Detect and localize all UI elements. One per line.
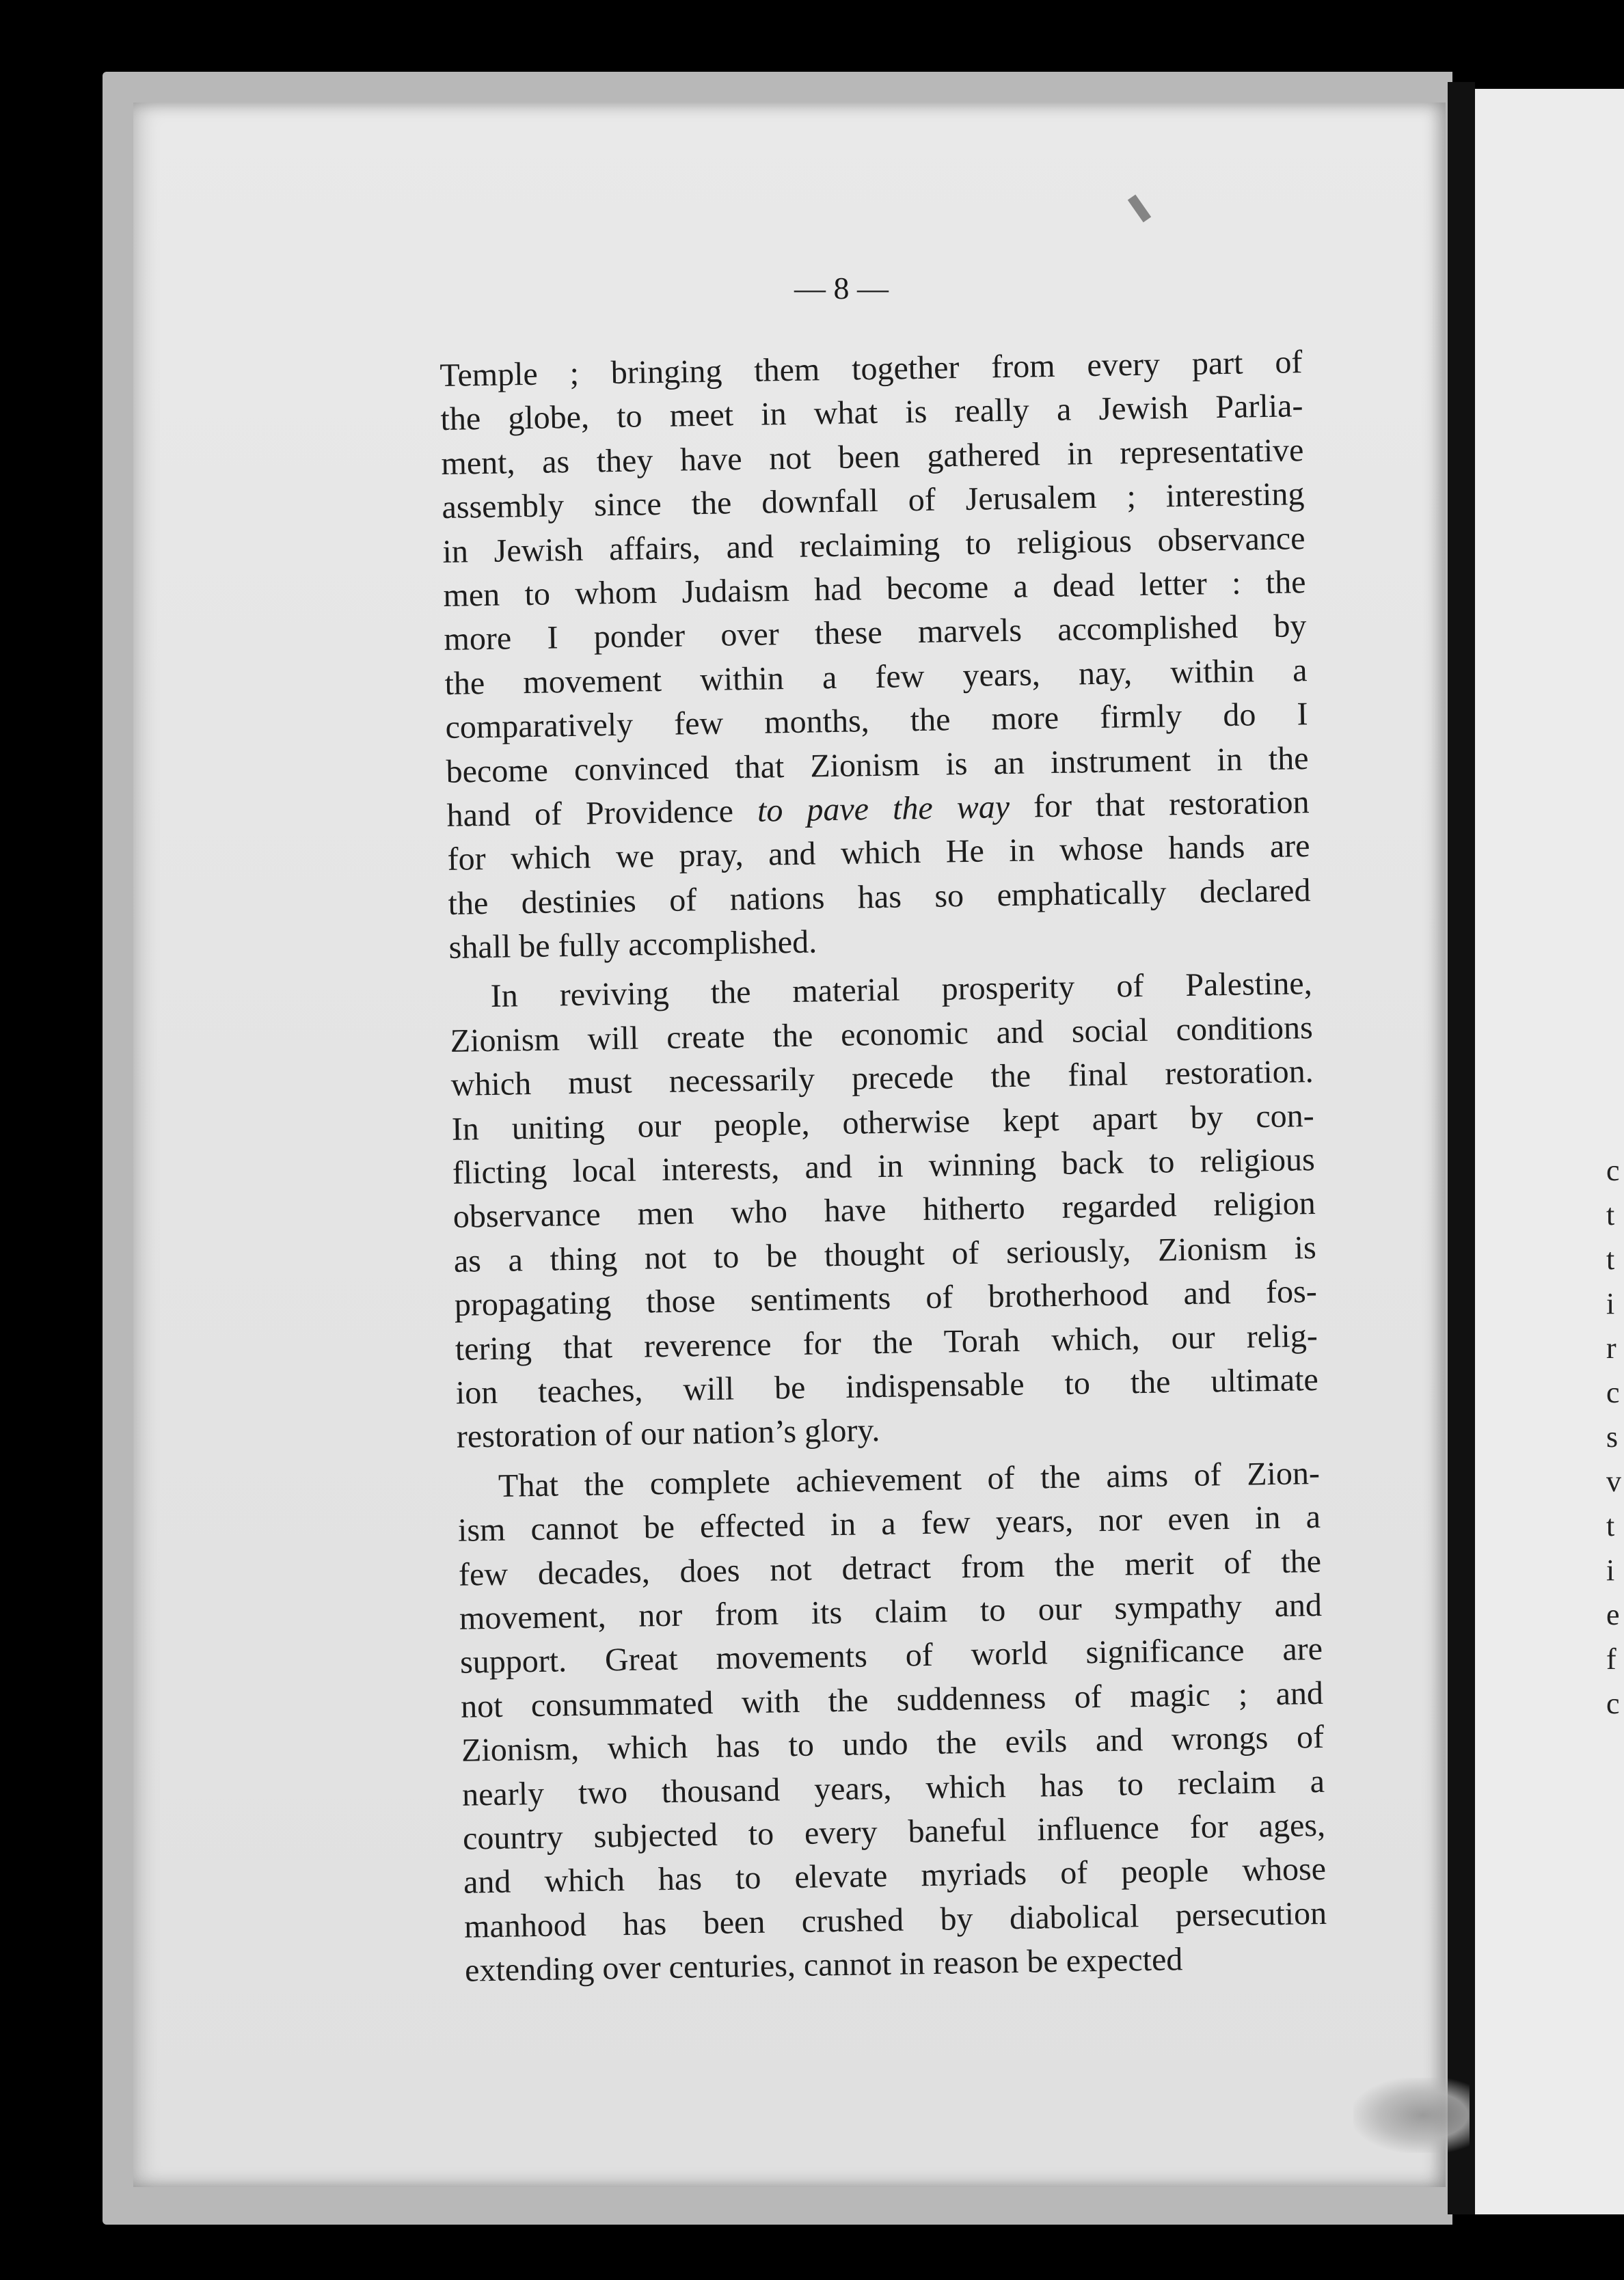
text-line: Zionism will create the economic and social conditions bbox=[450, 1009, 1314, 1059]
text-line: In reviving the material prosperity of Palestine, bbox=[490, 965, 1313, 1015]
adjacent-page-letter: t bbox=[1606, 1243, 1615, 1276]
page-number: — 8 — bbox=[794, 271, 889, 306]
text-line: nearly two thousand years, which has to reclaim a bbox=[461, 1763, 1325, 1813]
text-line: become convinced that Zionism is an instrument in the bbox=[446, 739, 1309, 790]
text-line: and which has to elevate myriads of people whose bbox=[463, 1851, 1327, 1901]
text-line: in Jewish affairs, and reclaiming to religious observance bbox=[442, 519, 1305, 570]
adjacent-page-letter: i bbox=[1606, 1553, 1615, 1587]
adjacent-page-letter: e bbox=[1606, 1598, 1620, 1631]
adjacent-page-letter: v bbox=[1606, 1465, 1621, 1498]
text-line: shall be fully accomplished. bbox=[448, 923, 817, 966]
adjacent-page-letter: c bbox=[1606, 1376, 1620, 1409]
adjacent-page-letters bbox=[1606, 1148, 1624, 1726]
italic-phrase: to pave the way bbox=[757, 788, 1010, 829]
adjacent-page-letter: f bbox=[1606, 1642, 1616, 1676]
paragraph bbox=[449, 962, 1319, 1460]
text-line: Temple ; bringing them together from every part of bbox=[439, 344, 1303, 394]
text-line: assembly since the downfall of Jerusalem ; interesting bbox=[442, 476, 1305, 526]
text-line: few decades, does not detract from the merit of the bbox=[458, 1543, 1322, 1593]
text-line: more I ponder over these marvels accomplished by bbox=[444, 608, 1307, 658]
text-line: restoration of our nation’s glory. bbox=[456, 1412, 880, 1456]
adjacent-page-letter: t bbox=[1606, 1198, 1615, 1232]
text-line: observance men who have hitherto regarded religion bbox=[452, 1185, 1316, 1236]
text-line: the destinies of nations has so emphatically declared bbox=[448, 871, 1311, 922]
text-line: That the complete achievement of the aims of Zion- bbox=[498, 1454, 1321, 1504]
text-line: hand of Providence to pave the way for that restoration bbox=[446, 784, 1310, 834]
adjacent-page-edge bbox=[1475, 89, 1624, 2214]
text-line: manhood has been crushed by diabolical persecution bbox=[463, 1895, 1327, 1945]
text-line: movement, nor from its claim to our sympathy and bbox=[459, 1586, 1323, 1637]
book-gutter bbox=[1448, 82, 1475, 2214]
text-line: which must necessarily precede the final restoration. bbox=[450, 1053, 1314, 1104]
text-line: flicting local interests, and in winning back to religious bbox=[452, 1141, 1316, 1191]
adjacent-page-letter: c bbox=[1606, 1687, 1620, 1720]
text-line: Zionism, which has to undo the evils and wrongs of bbox=[461, 1719, 1325, 1769]
text-line: propagating those sentiments of brotherhood and fos- bbox=[454, 1273, 1318, 1324]
paragraph bbox=[457, 1452, 1328, 1993]
adjacent-page-letter: i bbox=[1606, 1287, 1615, 1320]
text-line: ion teaches, will be indispensable to the ultimate bbox=[455, 1361, 1319, 1411]
text-line: the globe, to meet in what is really a Jewish Parlia- bbox=[440, 388, 1303, 438]
text-line: comparatively few months, the more firmly do I bbox=[445, 696, 1308, 746]
text-line: extending over centuries, cannot in reason be expected bbox=[464, 1941, 1183, 1989]
text-line: ism cannot be effected in a few years, nor even in a bbox=[457, 1499, 1321, 1549]
text-line: the movement within a few years, nay, within a bbox=[444, 651, 1308, 702]
text-line: In uniting our people, otherwise kept apart by con- bbox=[451, 1097, 1315, 1148]
page-stain bbox=[1353, 2078, 1470, 2153]
adjacent-page-letter: r bbox=[1606, 1331, 1616, 1365]
paragraph bbox=[439, 340, 1312, 970]
adjacent-page-letter: c bbox=[1606, 1154, 1620, 1187]
text-line: not consummated with the suddenness of magic ; and bbox=[460, 1674, 1324, 1725]
adjacent-page-letter: s bbox=[1606, 1420, 1619, 1454]
text-line: as a thing not to be thought of seriously, Zionism is bbox=[453, 1229, 1317, 1279]
text-line: ment, as they have not been gathered in representative bbox=[441, 431, 1304, 482]
text-line: men to whom Judaism had become a dead letter : the bbox=[443, 564, 1306, 614]
text-line: for which we pray, and which He in whose hands are bbox=[447, 828, 1310, 878]
text-line: tering that reverence for the Torah which, our relig- bbox=[455, 1317, 1318, 1368]
text-line: support. Great movements of world significance are bbox=[459, 1631, 1323, 1681]
body-text bbox=[439, 340, 1328, 1993]
text-line: country subjected to every baneful influence for ages, bbox=[462, 1806, 1326, 1857]
adjacent-page-letter: t bbox=[1606, 1509, 1615, 1543]
